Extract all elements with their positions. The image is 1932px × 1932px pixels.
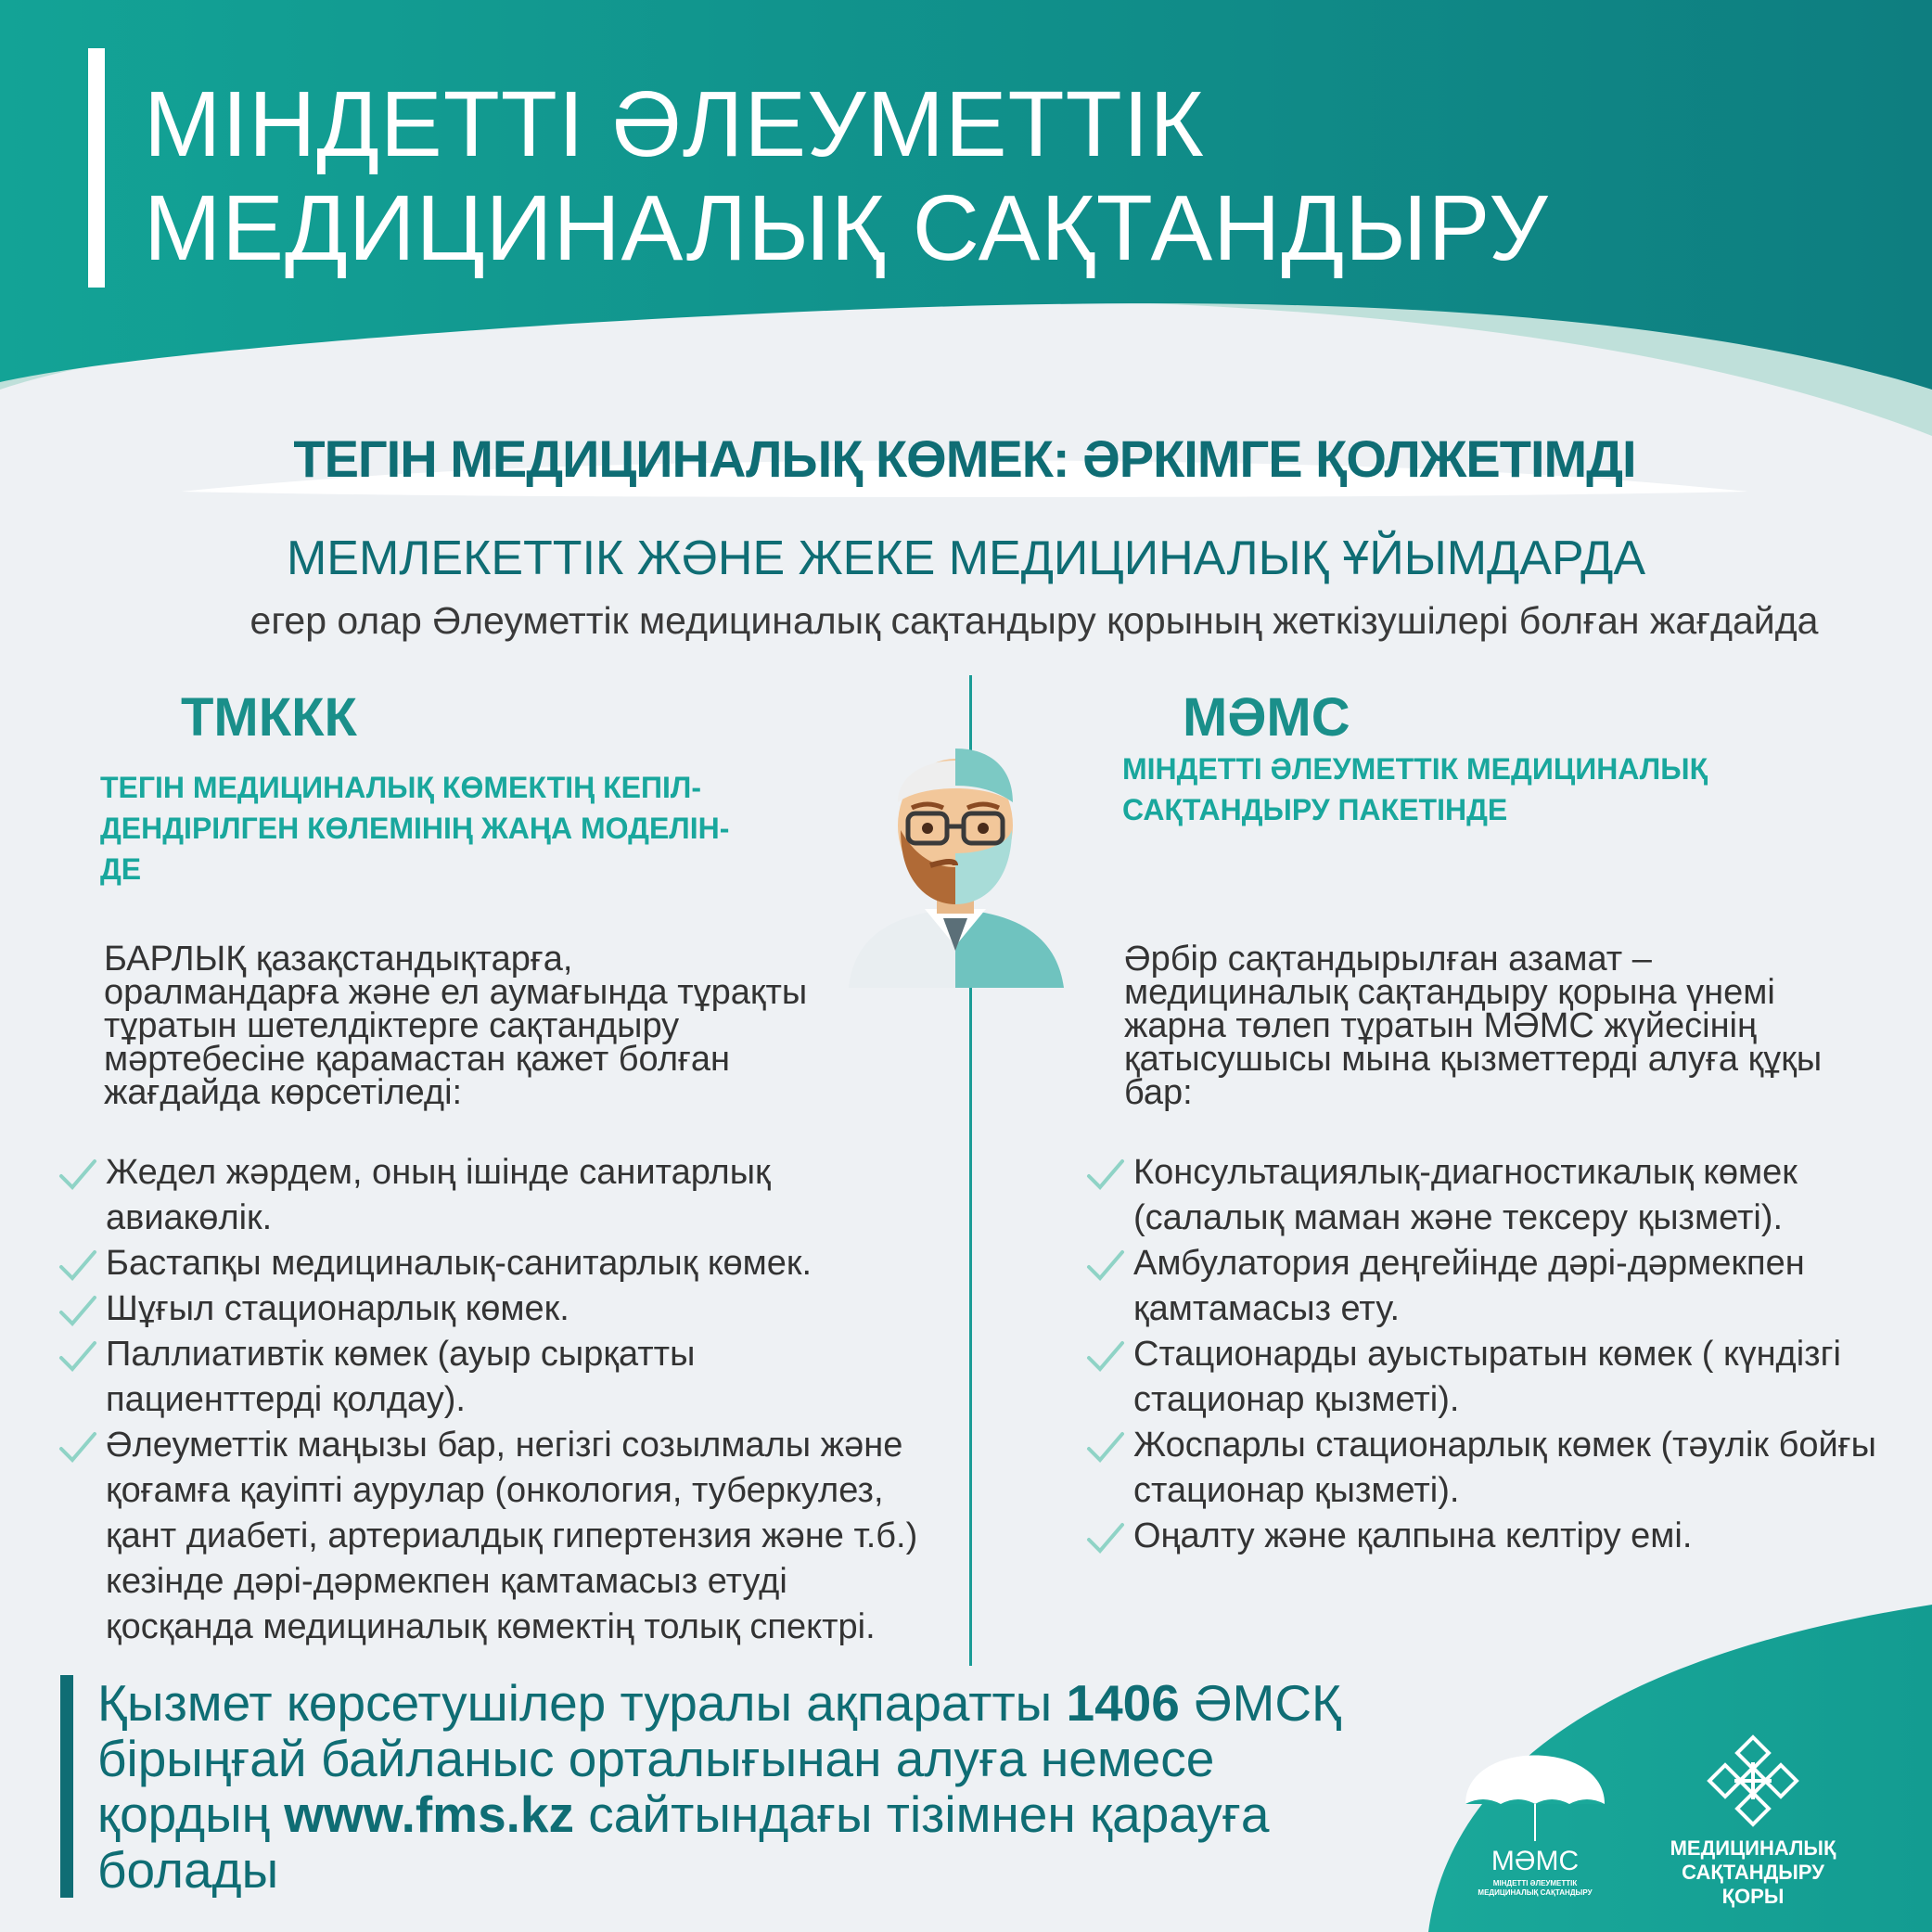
footer-line-4: болады (97, 1841, 279, 1899)
right-heading: МӘМС (1183, 687, 1350, 748)
right-list (1085, 1150, 1892, 1559)
left-intro-line: мәртебесіне қарамастан қажет болған (104, 1040, 731, 1079)
list-item: Стационарды ауыстыратын көмек ( күндізгі стационар қызметі). (1085, 1332, 1892, 1423)
check-icon (1085, 1156, 1126, 1193)
left-sub-line-3: ДЕ (100, 852, 142, 886)
left-subheading (100, 767, 805, 889)
list-item: Амбулатория деңгейінде дәрі-дәрмекпен қамтамасыз ету. (1085, 1241, 1892, 1332)
check-icon (58, 1292, 98, 1329)
fund-logo-text: МЕДИЦИНАЛЫҚ САҚТАНДЫРУ ҚОРЫ (1670, 1836, 1836, 1908)
list-item: Жедел жәрдем, оның ішінде санитарлық авиакөлік. (58, 1150, 920, 1241)
check-icon (58, 1247, 98, 1284)
mams-logo-name: МӘМС (1491, 1846, 1580, 1876)
right-subheading (1122, 748, 1864, 830)
left-heading: ТМККК (181, 687, 357, 748)
list-item: Жоспарлы стационарлық көмек (тәулік бойғы стационар қызметі). (1085, 1423, 1892, 1514)
right-intro-line: жарна төлеп тұратын МӘМС жүйесінің (1124, 1006, 1757, 1045)
check-icon (1085, 1519, 1126, 1556)
right-intro-line: медициналық сақтандыру қорына үнемі (1124, 973, 1775, 1012)
subtitle-main: МЕМЛЕКЕТТІК ЖӘНЕ ЖЕКЕ МЕДИЦИНАЛЫҚ ҰЙЫМДАРДА (286, 531, 1646, 585)
footer-accent-bar (60, 1675, 73, 1898)
check-icon (1085, 1337, 1126, 1375)
right-intro (1124, 940, 1885, 1112)
list-item: Консультациялық-диагностикалық көмек (салалық маман және тексеру қызметі). (1085, 1150, 1892, 1241)
subtitle-note: егер олар Әлеуметтік медициналық сақтандыру қорының жеткізушілері болған жағдайда (249, 599, 1819, 642)
left-intro-line: БАРЛЫҚ қазақстандықтарға, (104, 940, 573, 979)
title-line-1: МІНДЕТТІ ӘЛЕУМЕТТІК (144, 72, 1205, 176)
footer-line-3: қордың www.fms.kz сайтындағы тізімнен қарауға (97, 1785, 1270, 1843)
check-icon (58, 1156, 98, 1193)
title-line-2: МЕДИЦИНАЛЫҚ САҚТАНДЫРУ (144, 176, 1549, 280)
phone-number: 1406 (1066, 1674, 1180, 1732)
left-sub-line-1: ТЕГІН МЕДИЦИНАЛЫҚ КӨМЕКТІҢ КЕПІЛ- (100, 771, 701, 804)
footer-line-2: бірыңғай байланыс орталығынан алуға немесе (97, 1730, 1215, 1787)
right-intro-line: Әрбір сақтандырылған азамат – (1124, 940, 1652, 979)
check-icon (1085, 1247, 1126, 1284)
list-item: Оңалту және қалпына келтіру емі. (1085, 1514, 1892, 1559)
footer-info (97, 1675, 1470, 1898)
right-intro-line: бар: (1124, 1073, 1193, 1112)
left-intro-line: тұратын шетелдіктерге сақтандыру (104, 1006, 680, 1045)
doctor-illustration (839, 728, 1071, 988)
snowflake-logo (1707, 1734, 1799, 1827)
right-sub-line-1: МІНДЕТТІ ӘЛЕУМЕТТІК МЕДИЦИНАЛЫҚ (1122, 752, 1708, 786)
right-sub-line-2: САҚТАНДЫРУ ПАКЕТІНДЕ (1122, 793, 1508, 826)
check-icon (58, 1337, 98, 1375)
list-item: Бастапқы медициналық-санитарлық көмек. (58, 1241, 920, 1286)
left-list (58, 1150, 920, 1650)
list-item: Шұғыл стационарлық көмек. (58, 1286, 920, 1332)
left-intro-line: оралмандарға және ел аумағында тұрақты (104, 973, 808, 1012)
list-item: Әлеуметтік маңызы бар, негізгі созылмалы және қоғамға қауіпті аурулар (онкология, туберкулез, қант диабеті, артериалдық гипертензия және т.б.) кезінде дәрі-дәрмекпен қамтамасыз етуді қосқанда медициналық көмектің толық спектрі. (58, 1423, 920, 1650)
left-intro-line: жағдайда көрсетіледі: (104, 1073, 463, 1112)
website-link[interactable]: www.fms.kz (284, 1785, 575, 1843)
left-sub-line-2: ДЕНДІРІЛГЕН КӨЛЕМІНІҢ ЖАҢА МОДЕЛІН- (100, 812, 730, 845)
list-item: Паллиативтік көмек (ауыр сырқатты пациенттерді қолдау). (58, 1332, 920, 1423)
check-icon (1085, 1428, 1126, 1465)
check-icon (58, 1428, 98, 1465)
footer-line-1: Қызмет көрсетушілер туралы ақпаратты 1406 ӘМСҚ (97, 1674, 1342, 1732)
title-accent-bar (88, 48, 105, 288)
page-title (144, 72, 1549, 280)
left-intro (104, 940, 874, 1112)
right-intro-line: қатысушысы мына қызметтерді алуға құқы (1124, 1040, 1823, 1079)
banner-heading: ТЕГІН МЕДИЦИНАЛЫҚ КӨМЕК: ӘРКІМГЕ ҚОЛЖЕТІМДІ (293, 429, 1636, 488)
mams-logo-subtitle: МІНДЕТТІ ӘЛЕУМЕТТІК МЕДИЦИНАЛЫҚ САҚТАНДЫРУ (1478, 1879, 1593, 1897)
